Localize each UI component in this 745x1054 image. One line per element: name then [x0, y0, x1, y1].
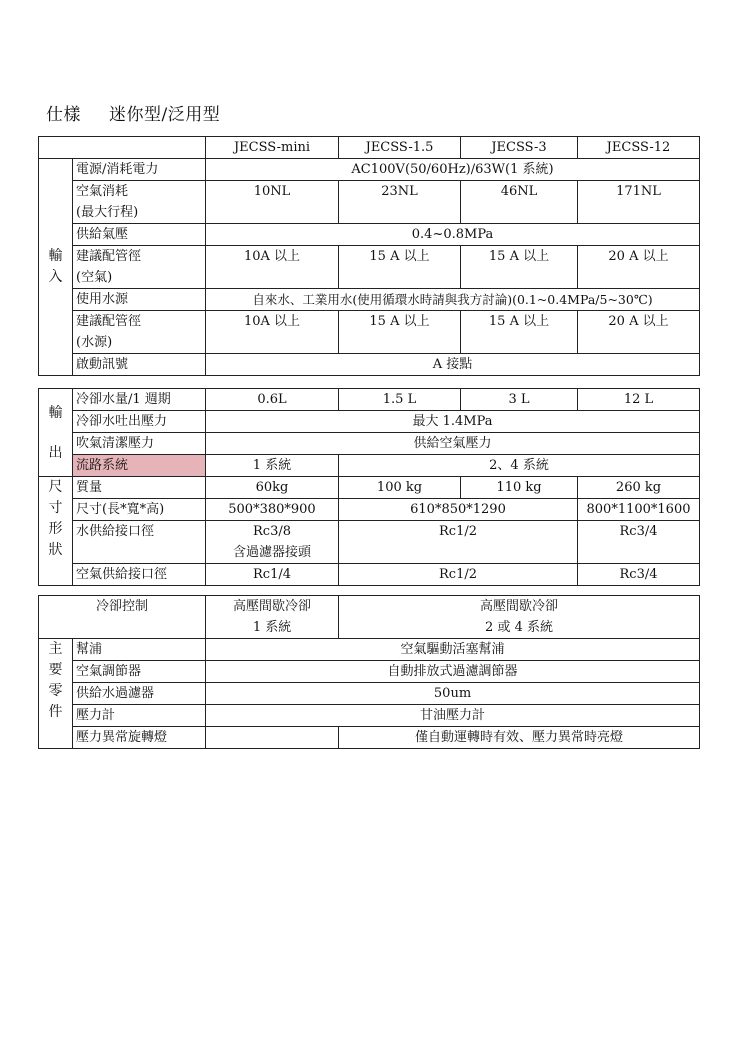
- air-pipe-1-5: 15 A 以上: [339, 246, 461, 289]
- label-gauge: 壓力計: [73, 705, 206, 727]
- label-purge-pressure: 吹氣清潔壓力: [73, 433, 206, 455]
- title-sub: 迷你型/泛用型: [109, 105, 221, 125]
- air-consumption-mini: 10NL: [206, 181, 339, 224]
- row-dimensions: [39, 499, 700, 521]
- spec-table-lower: [38, 388, 700, 586]
- row-cooling-water: [39, 389, 700, 411]
- row-discharge-pressure: [39, 411, 700, 433]
- value-discharge-pressure: 最大 1.4MPa: [206, 411, 700, 433]
- label-mass: 質量: [73, 477, 206, 499]
- water-pipe-12: 20 A 以上: [578, 311, 700, 354]
- mass-1-5: 100 kg: [339, 477, 461, 499]
- group-output: 輸 出: [39, 389, 73, 477]
- row-gauge: [39, 705, 700, 727]
- label-air-pressure: 供給氣壓: [73, 224, 206, 246]
- group-parts: 主 要 零 件: [39, 639, 73, 749]
- cooling-control-mini: 高壓間歇冷卻 1 系統: [206, 596, 339, 639]
- spec-table: [38, 136, 700, 376]
- row-cooling-control: [39, 596, 700, 639]
- group-input: 輸 入: [39, 159, 73, 376]
- label-start-signal: 啟動訊號: [73, 354, 206, 376]
- label-water-source: 使用水源: [73, 289, 206, 311]
- row-air-consumption: [39, 181, 700, 224]
- value-water-source: 自來水、工業用水(使用循環水時請與我方討論)(0.1~0.4MPa/5~30℃): [206, 289, 700, 311]
- value-start-signal: A 接點: [206, 354, 700, 376]
- label-pump: 幫浦: [73, 639, 206, 661]
- water-pipe-mini: 10A 以上: [206, 311, 339, 354]
- air-port-12: Rc3/4: [578, 564, 700, 586]
- value-air-pressure: 0.4~0.8MPa: [206, 224, 700, 246]
- label-air-port: 空氣供給接口徑: [73, 564, 206, 586]
- water-port-12: Rc3/4: [578, 521, 700, 564]
- water-pipe-3: 15 A 以上: [461, 311, 578, 354]
- label-discharge-pressure: 冷卻水吐出壓力: [73, 411, 206, 433]
- value-pump: 空氣驅動活塞幫浦: [206, 639, 700, 661]
- spec-table-bottom: [38, 595, 700, 749]
- label-air-pipe: 建議配管徑 (空氣): [73, 246, 206, 289]
- title-main: 仕樣: [46, 105, 81, 125]
- dimensions-12: 800*1100*1600: [578, 499, 700, 521]
- row-water-filter: [39, 683, 700, 705]
- air-pipe-3: 15 A 以上: [461, 246, 578, 289]
- value-power: AC100V(50/60Hz)/63W(1 系統): [206, 159, 700, 181]
- label-cooling-control: 冷卻控制: [39, 596, 206, 639]
- row-pump: [39, 639, 700, 661]
- group-size: 尺 寸 形 狀: [39, 477, 73, 586]
- mass-mini: 60kg: [206, 477, 339, 499]
- value-gauge: 甘油壓力計: [206, 705, 700, 727]
- label-water-port: 水供給接口徑: [73, 521, 206, 564]
- label-air-consumption: 空氣消耗 (最大行程): [73, 181, 206, 224]
- cooling-water-mini: 0.6L: [206, 389, 339, 411]
- row-start-signal: [39, 354, 700, 376]
- label-alarm-lamp: 壓力異常旋轉燈: [73, 727, 206, 749]
- air-port-mini: Rc1/4: [206, 564, 339, 586]
- label-flow-system: 流路系統: [73, 455, 206, 477]
- value-purge-pressure: 供給空氣壓力: [206, 433, 700, 455]
- model-1-5: JECSS-1.5: [339, 137, 461, 159]
- air-consumption-1-5: 23NL: [339, 181, 461, 224]
- dimensions-mid: 610*850*1290: [339, 499, 578, 521]
- row-mass: [39, 477, 700, 499]
- row-water-source: [39, 289, 700, 311]
- label-cooling-water: 冷卻水量/1 週期: [73, 389, 206, 411]
- water-port-mid: Rc1/2: [339, 521, 578, 564]
- label-power: 電源/消耗電力: [73, 159, 206, 181]
- cooling-water-3: 3 L: [461, 389, 578, 411]
- value-water-filter: 50um: [206, 683, 700, 705]
- value-regulator: 自動排放式過濾調節器: [206, 661, 700, 683]
- row-regulator: [39, 661, 700, 683]
- label-dimensions: 尺寸(長*寬*高): [73, 499, 206, 521]
- air-consumption-3: 46NL: [461, 181, 578, 224]
- model-3: JECSS-3: [461, 137, 578, 159]
- row-alarm-lamp: [39, 727, 700, 749]
- label-regulator: 空氣調節器: [73, 661, 206, 683]
- header-blank: [39, 137, 206, 159]
- flow-system-mini: 1 系統: [206, 455, 339, 477]
- air-port-mid: Rc1/2: [339, 564, 578, 586]
- alarm-lamp-mini-blank: [206, 727, 339, 749]
- row-air-port: [39, 564, 700, 586]
- air-pipe-12: 20 A 以上: [578, 246, 700, 289]
- mass-3: 110 kg: [461, 477, 578, 499]
- value-alarm-lamp: 僅自動運轉時有效、壓力異常時亮燈: [339, 727, 700, 749]
- dimensions-mini: 500*380*900: [206, 499, 339, 521]
- water-port-mini: Rc3/8 含過濾器接頭: [206, 521, 339, 564]
- mass-12: 260 kg: [578, 477, 700, 499]
- row-purge-pressure: [39, 433, 700, 455]
- label-water-pipe: 建議配管徑 (水源): [73, 311, 206, 354]
- row-air-pressure: [39, 224, 700, 246]
- header-row: [39, 137, 700, 159]
- cooling-water-12: 12 L: [578, 389, 700, 411]
- air-consumption-12: 171NL: [578, 181, 700, 224]
- model-12: JECSS-12: [578, 137, 700, 159]
- cooling-water-1-5: 1.5 L: [339, 389, 461, 411]
- row-water-port: [39, 521, 700, 564]
- water-pipe-1-5: 15 A 以上: [339, 311, 461, 354]
- page-title: [46, 100, 220, 125]
- label-water-filter: 供給水過濾器: [73, 683, 206, 705]
- row-flow-system: [39, 455, 700, 477]
- cooling-control-rest: 高壓間歇冷卻 2 或 4 系統: [339, 596, 700, 639]
- row-power: [39, 159, 700, 181]
- row-water-pipe: [39, 311, 700, 354]
- row-air-pipe: [39, 246, 700, 289]
- model-mini: JECSS-mini: [206, 137, 339, 159]
- flow-system-rest: 2、4 系統: [339, 455, 700, 477]
- air-pipe-mini: 10A 以上: [206, 246, 339, 289]
